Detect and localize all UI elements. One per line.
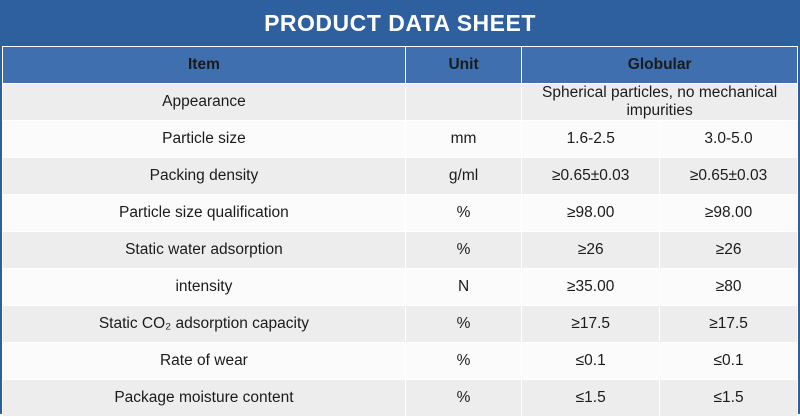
table-row [3, 269, 798, 306]
column-header-unit: Unit [405, 47, 521, 84]
row-value-2: ≥17.5 [660, 306, 798, 343]
row-value-2: ≤1.5 [660, 380, 798, 417]
table-row [3, 84, 798, 121]
row-unit: % [405, 343, 521, 380]
row-value-1: ≤0.1 [522, 343, 660, 380]
row-value-2: ≥0.65±0.03 [660, 158, 798, 195]
table-row [3, 306, 798, 343]
row-unit: g/ml [405, 158, 521, 195]
row-item-label: Package moisture content [3, 380, 406, 417]
table-body [3, 84, 798, 417]
row-item-label: Static CO₂ adsorption capacity [3, 306, 406, 343]
row-unit: % [405, 195, 521, 232]
row-value-1: ≥26 [522, 232, 660, 269]
row-value-2: ≤0.1 [660, 343, 798, 380]
row-unit: % [405, 306, 521, 343]
row-unit: mm [405, 121, 521, 158]
row-value-2: ≥26 [660, 232, 798, 269]
row-item-label: Rate of wear [3, 343, 406, 380]
row-item-label: Appearance [3, 84, 406, 121]
table-row [3, 195, 798, 232]
row-unit [405, 84, 521, 121]
table-row [3, 158, 798, 195]
table-row [3, 380, 798, 417]
table-row [3, 343, 798, 380]
row-value-1: ≥35.00 [522, 269, 660, 306]
row-value-1: ≥17.5 [522, 306, 660, 343]
table-header-row [3, 47, 798, 84]
row-unit: % [405, 380, 521, 417]
row-value-1: ≥98.00 [522, 195, 660, 232]
row-value-1: ≥0.65±0.03 [522, 158, 660, 195]
row-item-label: Packing density [3, 158, 406, 195]
table-row [3, 121, 798, 158]
table-header [3, 47, 798, 84]
row-unit: % [405, 232, 521, 269]
column-header-globular: Globular [522, 47, 798, 84]
row-item-label: intensity [3, 269, 406, 306]
page-title: PRODUCT DATA SHEET [2, 2, 798, 46]
row-value-2: ≥98.00 [660, 195, 798, 232]
row-item-label: Particle size qualification [3, 195, 406, 232]
column-header-item: Item [3, 47, 406, 84]
row-value-2: 3.0-5.0 [660, 121, 798, 158]
row-item-label: Static water adsorption [3, 232, 406, 269]
row-value-1: ≤1.5 [522, 380, 660, 417]
specifications-table [2, 46, 798, 417]
row-value-1: 1.6-2.5 [522, 121, 660, 158]
row-item-label: Particle size [3, 121, 406, 158]
row-value-2: ≥80 [660, 269, 798, 306]
row-unit: N [405, 269, 521, 306]
table-row [3, 232, 798, 269]
row-value-merged: Spherical particles, no mechanical impurities [522, 84, 798, 121]
